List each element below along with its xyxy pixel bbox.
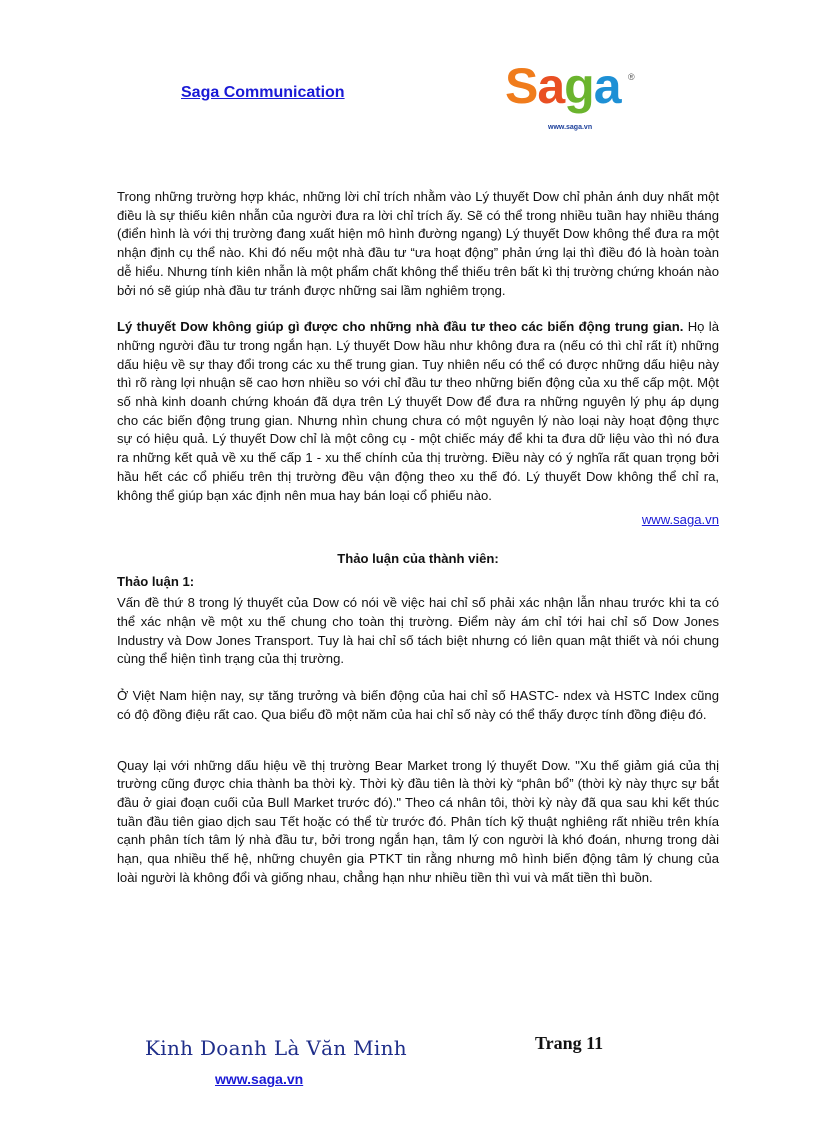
footer-slogan: Kinh Doanh Là Văn Minh <box>145 1036 407 1060</box>
header-company-link[interactable]: Saga Communication <box>181 84 345 101</box>
paragraph-criticism: Trong những trường hợp khác, những lời chỉ trích nhằm vào Lý thuyết Dow chỉ phản ánh duy nhất một điều là sự thiếu kiên nhẫn của người đưa ra lời chỉ trích ấy. Sẽ có thể trong nhiều tuần hay nhiều tháng (điển hình là với thị trường đang xuất hiện mô hình đường ngang) Lý thuyết Dow không thể đưa ra một nhận định cụ thể nào. Khi đó nếu một nhà đầu tư “ưa hoạt động” phản ứng lại thì điều đó là hoàn toàn dễ hiểu. Nhưng tính kiên nhẫn là một phẩm chất không thể thiếu trên bất kì thị trường chứng khoán nào bởi nó sẽ giúp nhà đầu tư tránh được những sai lầm nghiêm trọng. <box>117 189 719 298</box>
page-number: Trang 11 <box>535 1033 604 1053</box>
footer-url-link[interactable]: www.saga.vn <box>215 1071 304 1087</box>
logo-wordmark <box>505 60 645 112</box>
logo-registered-mark: ® <box>628 72 635 82</box>
paragraph-lead-bold: Lý thuyết Dow không giúp gì được cho những nhà đầu tư theo các biến động trung gian. <box>117 319 684 335</box>
logo-letter-a2: a <box>593 58 621 114</box>
discussion-title: Thảo luận 1: <box>117 573 195 589</box>
document-body <box>117 188 719 888</box>
source-link[interactable]: www.saga.vn <box>641 512 719 528</box>
saga-logo <box>505 60 645 140</box>
paragraph-intermediate-trends <box>117 318 719 505</box>
paragraph-bear-market: Quay lại với những dấu hiệu về thị trường Bear Market trong lý thuyết Dow. "Xu thế giảm giá của thị trường cũng được chia thành ba thời kỳ. Thời kỳ đầu tiên là thời kỳ “phân bổ” (thời kỳ này thực sự bắt đầu ở giai đoạn cuối của Bull Market trước đó)." Theo cá nhân tôi, thời kỳ này đã qua sau khi kết thúc tuần đầu tiên giao dịch sau Tết hoặc có thể từ trước đó. Phân tích kỹ thuật nghiêng rất nhiều trên khía cạnh phân tích tâm lý nhà đầu tư, bởi trong ngắn hạn, tâm lý con người là khó đoán, nhưng trong dài hạn, qua nhiều thế hệ, những chuyên gia PTKT tin rằng nhưng mô hình biến động tâm lý chung của loài người là không đổi và giống nhau, chẳng hạn như nhiều tiền thì vui và mất tiền thì buồn. <box>117 757 719 885</box>
logo-letter-a: a <box>537 58 565 114</box>
paragraph-dow-indices: Vấn đề thứ 8 trong lý thuyết của Dow có nói về việc hai chỉ số phải xác nhận lẫn nhau trước khi ta có thể xác nhận về một xu thế chung cho toàn thị trường. Điểm này ám chỉ tới hai chỉ số Dow Jones Industry và Dow Jones Transport. Tuy là hai chỉ số tách biệt nhưng có liên quan mật thiết và nói chung cùng thể hiện tình trạng của thị trường. <box>117 595 719 667</box>
logo-letter-g: g <box>564 58 594 114</box>
logo-url: www.saga.vn <box>548 124 593 131</box>
paragraph-vietnam-indices: Ở Việt Nam hiện nay, sự tăng trưởng và biến động của hai chỉ số HASTC- ndex và HSTC Index cũng có độ đồng điệu rất cao. Qua biểu đồ một năm của hai chỉ số này có thể thấy được tính đồng điệu đó. <box>117 688 719 722</box>
paragraph-rest: Họ là những người đầu tư trong ngắn hạn. Lý thuyết Dow hầu như không đưa ra (nếu có thì chỉ rất ít) những dấu hiệu về sự thay đổi trong các xu thế trung gian. Tuy nhiên nếu có thể có được những dấu hiệu này thì rõ ràng lợi nhuận sẽ cao hơn nhiều so với chỉ đầu tư theo những biến động của xu thế cấp một. Một số nhà kinh doanh chứng khoán đã dựa trên Lý thuyết Dow để đưa ra những nguyên lý phụ áp dụng cho các biến động trung gian. Nhưng nhìn chung chưa có một nguyên lý nào loại này hoạt động thực sự có hiệu quả. Lý thuyết Dow chỉ là một công cụ - một chiếc máy để khi ta đưa dữ liệu vào thì nó đưa ra những kết quả về xu thế cấp 1 - xu thế chính của thị trường. Điều này có ý nghĩa rất quan trọng bởi hầu hết các cổ phiếu trên thị trường đều vận động theo xu thế đó. Lý thuyết Dow không thể chỉ ra, không thể giúp bạn xác định nên mua hay bán loại cổ phiếu nào. <box>117 319 719 503</box>
logo-letter-s: S <box>505 58 538 114</box>
section-title: Thảo luận của thành viên: <box>337 550 499 566</box>
